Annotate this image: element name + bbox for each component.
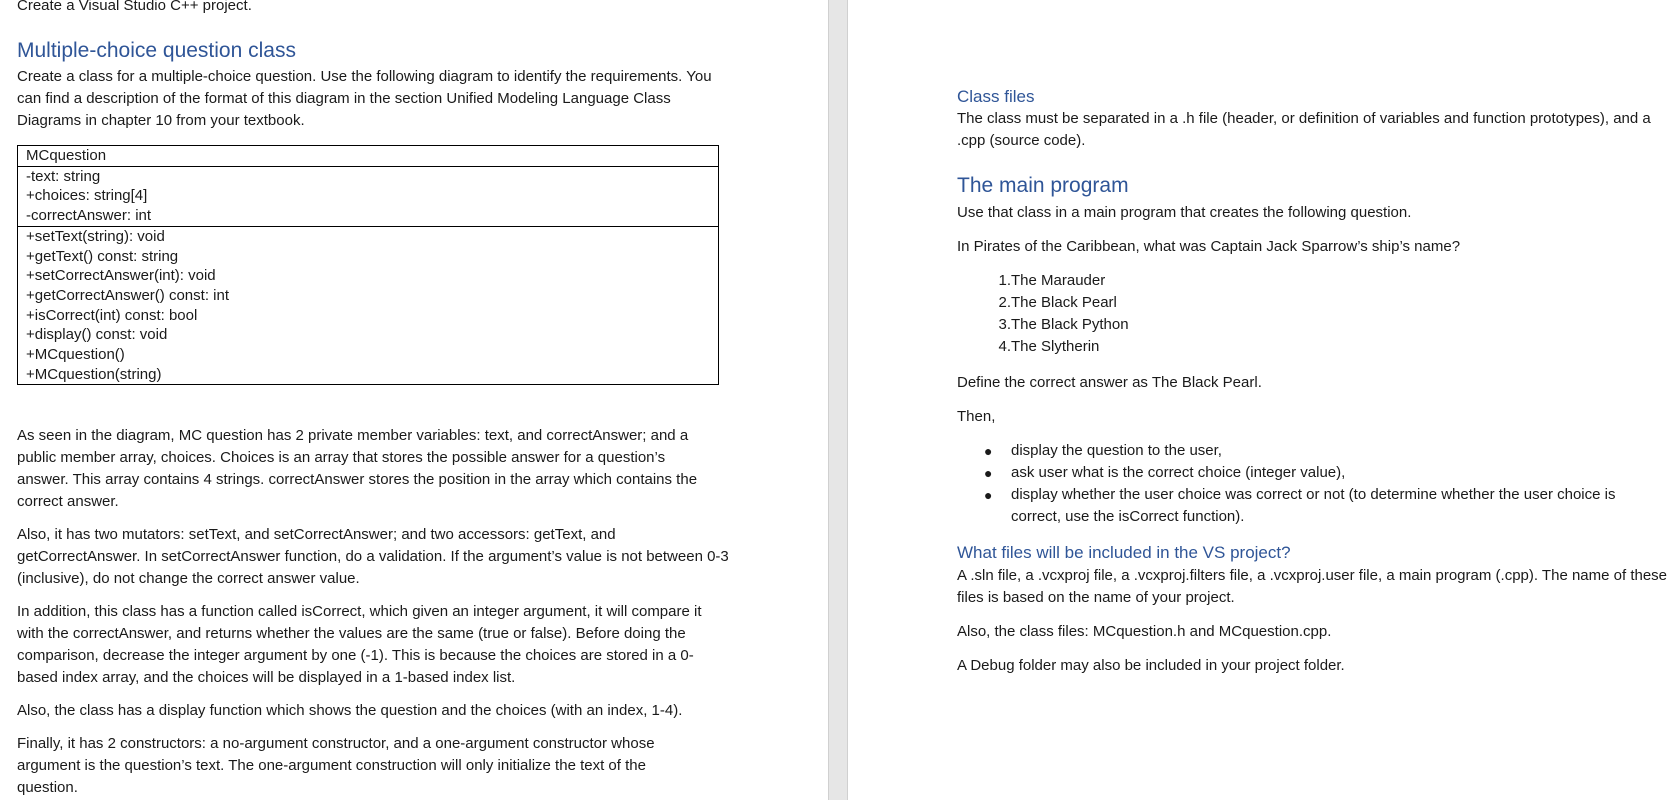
- class-files-line: Also, the class files: MCquestion.h and MCquestion.cpp.: [957, 623, 1332, 640]
- top-line: Create a Visual Studio C++ project.: [17, 0, 252, 14]
- intro-paragraph: Create a class for a multiple-choice question. Use the following diagram to identify the requirements. You can find a description of the format of this diagram in the section Unified Modeling Language Class Diagrams in chapter 10 from your textbook.: [17, 68, 712, 129]
- list-item: [957, 440, 1667, 462]
- page-gutter: [828, 0, 848, 800]
- choice-number: 3.: [998, 316, 1011, 333]
- list-item: [957, 336, 1657, 358]
- choice-number: 2.: [998, 294, 1011, 311]
- paragraph-mutators-accessors: Also, it has two mutators: setText, and setCorrectAnswer; and two accessors: getText, and getCorrectAnswer. In setCorrectAnswer function, do a validation. If the argument’s value is not between 0-3 (inclusive), do not change the correct answer value.: [17, 526, 729, 587]
- step-text: ask user what is the correct choice (integer value),: [1011, 464, 1346, 481]
- vs-files-heading: What files will be included in the VS project?: [957, 543, 1291, 562]
- choices-list: [957, 270, 1657, 358]
- uml-class-name: MCquestion: [26, 147, 107, 164]
- uml-methods-section: [18, 227, 718, 385]
- uml-method: +display() const: void: [26, 326, 168, 344]
- left-page: [0, 0, 828, 800]
- paragraph-constructors: Finally, it has 2 constructors: a no-argument constructor, and a one-argument constructor whose argument is the question’s text. The one-argument construction will only initialize the text of the question.: [17, 735, 655, 796]
- right-page: [848, 0, 1680, 800]
- then-text: Then,: [957, 408, 996, 425]
- step-text: display whether the user choice was correct or not (to determine whether the user choice is correct, use the isCorrect function).: [1011, 486, 1616, 525]
- uml-method: +getText() const: string: [26, 247, 179, 265]
- list-item: [957, 270, 1657, 292]
- choice-text: The Black Pearl: [1011, 294, 1117, 311]
- question-text: In Pirates of the Caribbean, what was Captain Jack Sparrow’s ship’s name?: [957, 238, 1461, 255]
- vs-files-paragraph: A .sln file, a .vcxproj file, a .vcxproj.filters file, a .vcxproj.user file, a main program (.cpp). The name of these files is based on the name of your project.: [957, 567, 1668, 606]
- main-program-heading: The main program: [957, 174, 1129, 197]
- define-correct-answer: Define the correct answer as The Black Pearl.: [957, 374, 1262, 391]
- uml-method: +getCorrectAnswer() const: int: [26, 286, 229, 304]
- uml-attribute: -correctAnswer: int: [26, 207, 152, 225]
- uml-method: +MCquestion(string): [26, 365, 162, 383]
- bullet-icon: ●: [984, 487, 993, 503]
- step-text: display the question to the user,: [1011, 442, 1222, 459]
- choice-number: 4.: [998, 338, 1011, 355]
- list-item: [957, 462, 1667, 484]
- class-files-heading: Class files: [957, 87, 1035, 106]
- list-item: [957, 484, 1667, 528]
- choice-number: 1.: [998, 272, 1011, 289]
- uml-method: +isCorrect(int) const: bool: [26, 306, 198, 324]
- uml-method: +MCquestion(): [26, 346, 125, 364]
- paragraph-display: Also, the class has a display function which shows the question and the choices (with an index, 1-4).: [17, 702, 683, 719]
- steps-list: [957, 440, 1667, 528]
- choice-text: The Slytherin: [1011, 338, 1100, 355]
- uml-attribute: +choices: string[4]: [26, 187, 148, 205]
- class-files-paragraph: The class must be separated in a .h file (header, or definition of variables and function prototypes), and a .cpp (source code).: [957, 110, 1651, 149]
- bullet-icon: ●: [984, 465, 993, 481]
- bullet-icon: ●: [984, 443, 993, 459]
- list-item: [957, 292, 1657, 314]
- uml-class-diagram: [17, 145, 719, 385]
- choice-text: The Black Python: [1011, 316, 1129, 333]
- choice-text: The Marauder: [1011, 272, 1106, 289]
- main-intro: Use that class in a main program that creates the following question.: [957, 204, 1412, 221]
- debug-folder-line: A Debug folder may also be included in your project folder.: [957, 657, 1345, 674]
- paragraph-member-variables: As seen in the diagram, MC question has 2 private member variables: text, and correctAnswer; and a public member array, choices. Choices is an array that stores the possible answer for a question’s answer. This array contains 4 strings. correctAnswer stores the position in the array which contains the correct answer.: [17, 427, 698, 510]
- paragraph-iscorrect: In addition, this class has a function called isCorrect, which given an integer argument, it will compare it with the correctAnswer, and returns whether the values are the same (true or false). Before doing the comparison, decrease the integer argument by one (-1). This is because the choices are stored in a 0-based index array, and the choices will be displayed in a 1-based index list.: [17, 603, 702, 686]
- uml-attributes-section: [18, 167, 718, 227]
- list-item: [957, 314, 1657, 336]
- uml-method: +setText(string): void: [26, 227, 165, 245]
- uml-class-name-section: [18, 146, 718, 167]
- uml-attribute: -text: string: [26, 167, 101, 185]
- section-heading-mcquestion: Multiple-choice question class: [17, 39, 296, 62]
- uml-method: +setCorrectAnswer(int): void: [26, 267, 216, 285]
